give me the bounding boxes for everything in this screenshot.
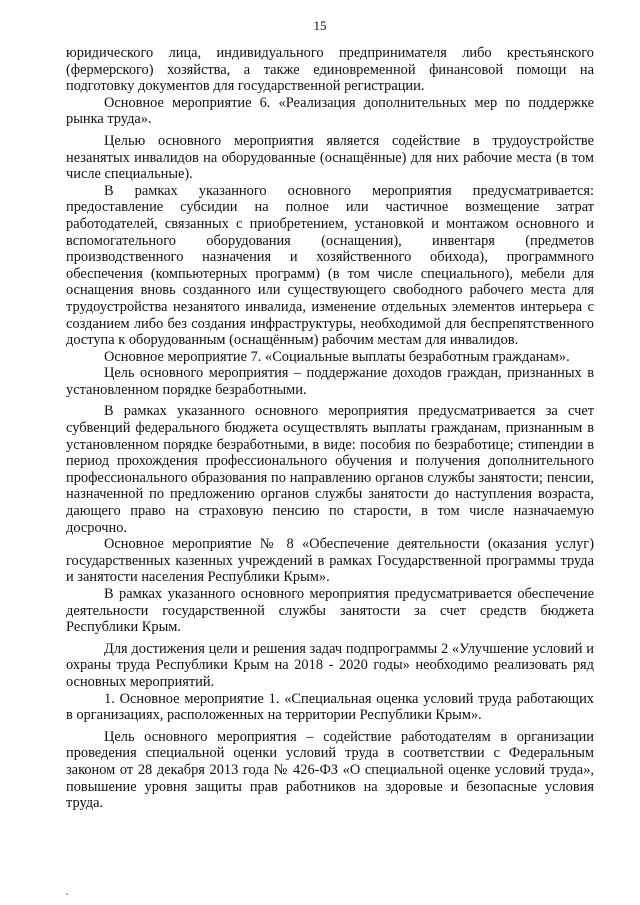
- paragraph-10: Для достижения цели и решения задач подпрограммы 2 «Улучшение условий и охраны труда Республики Крым на 2018 - 2020 годы» необходимо реализовать ряд основных мероприятий.: [66, 640, 594, 690]
- paragraph-2: Основное мероприятие 6. «Реализация дополнительных мер по поддержке рынка труда».: [66, 94, 594, 128]
- paragraph-3: Целью основного мероприятия является содействие в трудоустройстве незанятых инвалидов на оборудованные (оснащённые) для них рабочие места (в том числе специальные).: [66, 132, 594, 183]
- paragraph-12: Цель основного мероприятия – содействие работодателям в организации проведения специальной оценки условий труда в соответствии с Федеральным законом от 28 декабря 2013 года № 426-ФЗ «О специальной оценке условий труда», повышение уровня защиты прав работников на здоровые и безопасные условия труда.: [66, 728, 594, 812]
- paragraph-7: В рамках указанного основного мероприятия предусматривается за счет субвенций федерального бюджета осуществлять выплаты гражданам, признанным в установленном порядке безработными, в виде: пособия по безработице; стипендии в период прохождения профессионального обучения и получения дополнительного профессионального образования по направлению органов службы занятости; пенсии, назначенной по предложению органов службы занятости до наступления возраста, дающего право на страховую пенсию по старости, в том числе назначаемую досрочно.: [66, 403, 594, 536]
- paragraph-1: юридического лица, индивидуального предпринимателя либо крестьянского (фермерского) хозяйства, а также единовременной финансовой помощи на подготовку документов для государственной регистрации.: [66, 45, 594, 95]
- paragraph-8: Основное мероприятие № 8 «Обеспечение деятельности (оказания услуг) государственных казенных учреждений в рамках Государственной программы труда и занятости населения Республики Крым».: [66, 536, 594, 586]
- paragraph-9: В рамках указанного основного мероприятия предусматривается обеспечение деятельности государственной службы занятости за счет средств бюджета Республики Крым.: [66, 586, 594, 636]
- paragraph-5: Основное мероприятие 7. «Социальные выплаты безработным гражданам».: [104, 348, 570, 365]
- scan-speck: [66, 893, 68, 895]
- paragraph-4: В рамках указанного основного мероприятия предусматривается: предоставление субсидии на полное или частичное возмещение затрат работодателей, связанных с приобретением, установкой и монтажом основного и вспомогательного оборудования (оснащения), инвентаря (предметов производственного назначения и хозяйственного обихода), программного обеспечения (компьютерных программ) (в том числе специального), мебели для оснащения вновь созданного или существующего свободного рабочего места для трудоустройства незанятого инвалида, изменение отдельных элементов интерьера с созданием либо без создания инфраструктуры, необходимой для беспрепятственного доступа к оборудованным (оснащённым) рабочим местам для инвалидов.: [66, 182, 594, 349]
- document-body: [66, 45, 594, 812]
- page-number: 15: [313, 18, 327, 33]
- paragraph-11: 1. Основное мероприятие 1. «Специальная оценка условий труда работающих в организациях, расположенных на территории Республики Крым».: [66, 690, 594, 724]
- paragraph-6: Цель основного мероприятия – поддержание доходов граждан, признанных в установленном порядке безработными.: [66, 365, 594, 398]
